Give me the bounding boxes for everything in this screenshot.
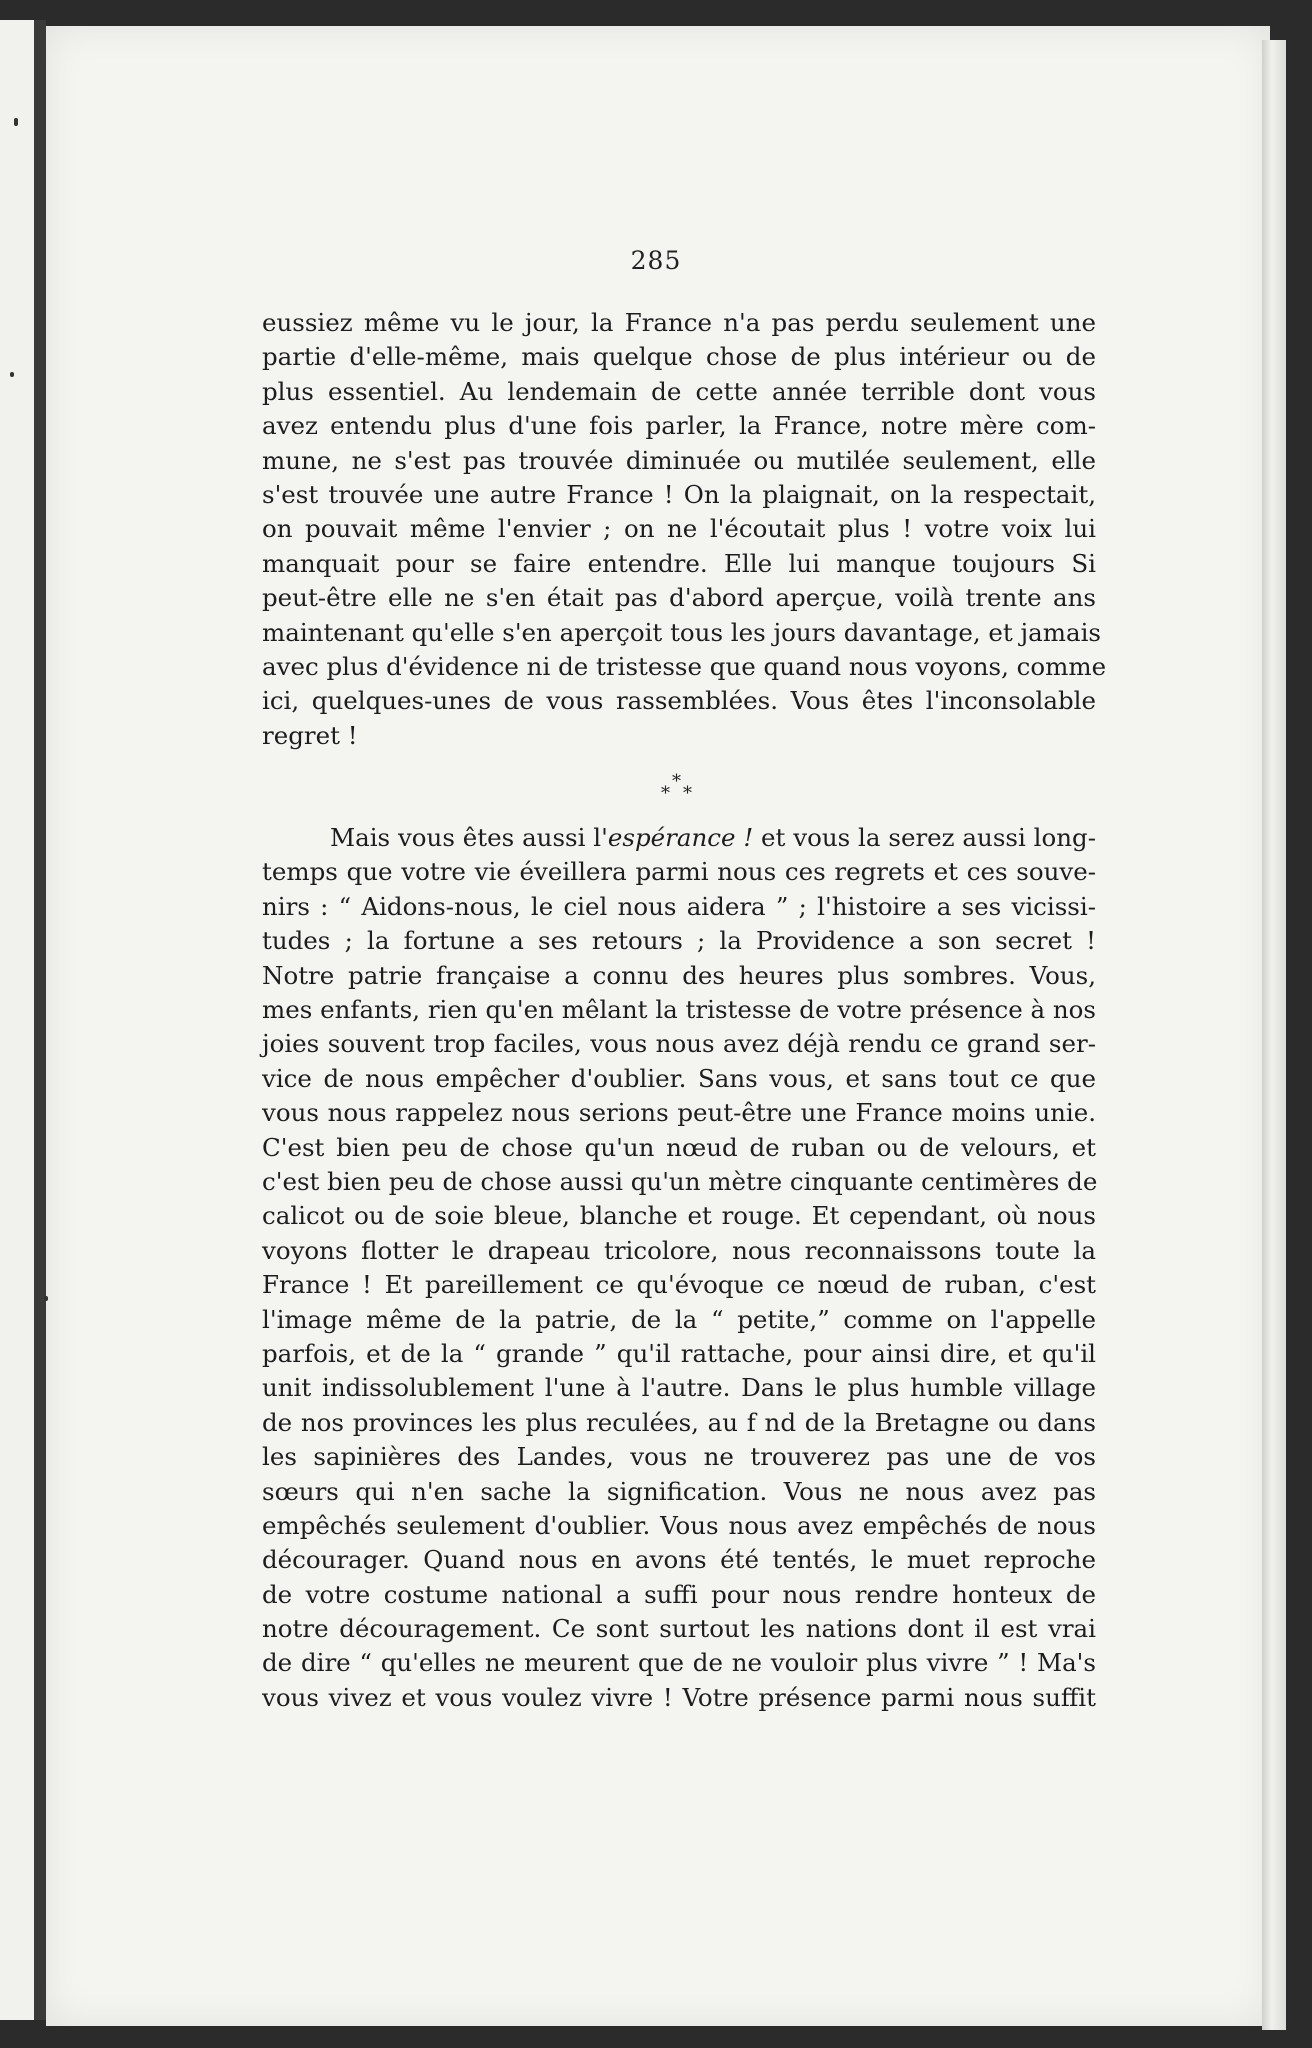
text-line: l'image même de la patrie, de la “ petite,” comme on l'appelle — [262, 1304, 1096, 1334]
text-line: vous nous rappelez nous serions peut-être une France moins unie. — [262, 1098, 1096, 1128]
text-line: peut-être elle ne s'en était pas d'abord aperçue, voilà trente ans — [262, 583, 1096, 613]
scan-speck — [10, 372, 14, 377]
page-number: 285 — [630, 246, 682, 275]
text-line: nirs : “ Aidons-nous, le ciel nous aidera ” ; l'histoire a ses vicissi- — [262, 891, 1096, 921]
facing-page-edge — [0, 20, 34, 2020]
text-line: de dire “ qu'elles ne meurent que de ne vouloir plus vivre ” ! Ma's — [262, 1648, 1096, 1678]
text-line: voyons flotter le drapeau tricolore, nous reconnaissons toute la — [262, 1235, 1096, 1265]
text-line: ici, quelques-unes de vous rassemblées. Vous êtes l'inconsolable — [262, 686, 1096, 716]
text-line: unit indissolublement l'une à l'autre. Dans le plus humble village — [262, 1373, 1096, 1403]
asterisk: * — [683, 783, 692, 805]
text-line: eussiez même vu le jour, la France n'a pas perdu seulement une — [262, 308, 1096, 337]
text-line: C'est bien peu de chose qu'un nœud de ruban ou de velours, et — [262, 1132, 1096, 1162]
text-line: tudes ; la fortune a ses retours ; la Providence a son secret ! — [262, 926, 1096, 956]
text-line: calicot ou de soie bleue, blanche et rouge. Et cependant, où nous — [262, 1201, 1096, 1231]
text-line: s'est trouvée une autre France ! On la plaignait, on la respectait, — [262, 479, 1096, 509]
text-fragment: et vous la serez aussi long- — [753, 823, 1096, 853]
text-line: manquait pour se faire entendre. Elle lui manque toujours Si — [262, 548, 1096, 578]
text-line: les sapinières des Landes, vous ne trouverez pas une de vos — [262, 1442, 1096, 1472]
text-line: c'est bien peu de chose aussi qu'un mètre cinquante centimères de — [262, 1166, 1098, 1196]
scan-speck — [44, 1296, 48, 1301]
text-line: regret ! — [262, 720, 358, 750]
page-body — [262, 306, 1107, 1715]
text-line: notre découragement. Ce sont surtout les nations dont il est vrai — [262, 1614, 1096, 1644]
text-line: France ! Et pareillement ce qu'évoque ce nœud de ruban, c'est — [262, 1270, 1096, 1300]
text-line: de votre costume national a suffi pour nous rendre honteux de — [262, 1579, 1096, 1609]
text-line: décourager. Quand nous en avons été tentés, le muet reproche — [262, 1545, 1096, 1575]
text-line: sœurs qui n'en sache la signification. Vous ne nous avez pas — [262, 1476, 1096, 1506]
section-asterism — [262, 753, 1096, 821]
text-line: on pouvait même l'envier ; on ne l'écoutait plus ! votre voix lui — [262, 514, 1096, 544]
text-line: de nos provinces les plus reculées, au f nd de la Bretagne ou dans — [262, 1407, 1096, 1437]
text-line: avec plus d'évidence ni de tristesse que quand nous voyons, comme — [262, 651, 1107, 681]
text-line: vous vivez et vous voulez vivre ! Votre présence parmi nous suffit — [262, 1682, 1096, 1712]
binding-shadow — [34, 20, 46, 2020]
page-right-edge — [1262, 40, 1286, 2030]
text-line: joies souvent trop faciles, vous nous avez déjà rendu ce grand ser- — [262, 1029, 1096, 1059]
text-line: vice de nous empêcher d'oublier. Sans vous, et sans tout ce que — [262, 1063, 1096, 1093]
scan-speck — [14, 118, 18, 126]
text-line: mes enfants, rien qu'en mêlant la tristesse de votre présence à nos — [262, 995, 1096, 1025]
text-line: Notre patrie française a connu des heures plus sombres. Vous, — [262, 960, 1096, 990]
text-line: avez entendu plus d'une fois parler, la France, notre mère com- — [262, 411, 1096, 441]
italic-word: espérance ! — [607, 823, 754, 853]
text-line: parfois, et de la “ grande ” qu'il rattache, pour ainsi dire, et qu'il — [262, 1338, 1096, 1368]
text-line — [262, 821, 1096, 855]
paragraph-2 — [262, 821, 1096, 1715]
asterisk: * — [672, 771, 681, 793]
asterisk: * — [661, 783, 670, 805]
text-line: plus essentiel. Au lendemain de cette année terrible dont vous — [262, 376, 1096, 406]
text-line: mune, ne s'est pas trouvée diminuée ou mutilée seulement, elle — [262, 445, 1096, 475]
paragraph-1 — [262, 306, 1107, 753]
text-line: temps que votre vie éveillera parmi nous ces regrets et ces souve- — [262, 857, 1096, 887]
text-line: maintenant qu'elle s'en aperçoit tous les jours davantage, et jamais — [262, 617, 1102, 647]
text-fragment: Mais vous êtes aussi l' — [330, 823, 608, 853]
text-line: empêchés seulement d'oublier. Vous nous avez empêchés de nous — [262, 1510, 1096, 1540]
text-line: partie d'elle-même, mais quelque chose de plus intérieur ou de — [262, 342, 1096, 372]
